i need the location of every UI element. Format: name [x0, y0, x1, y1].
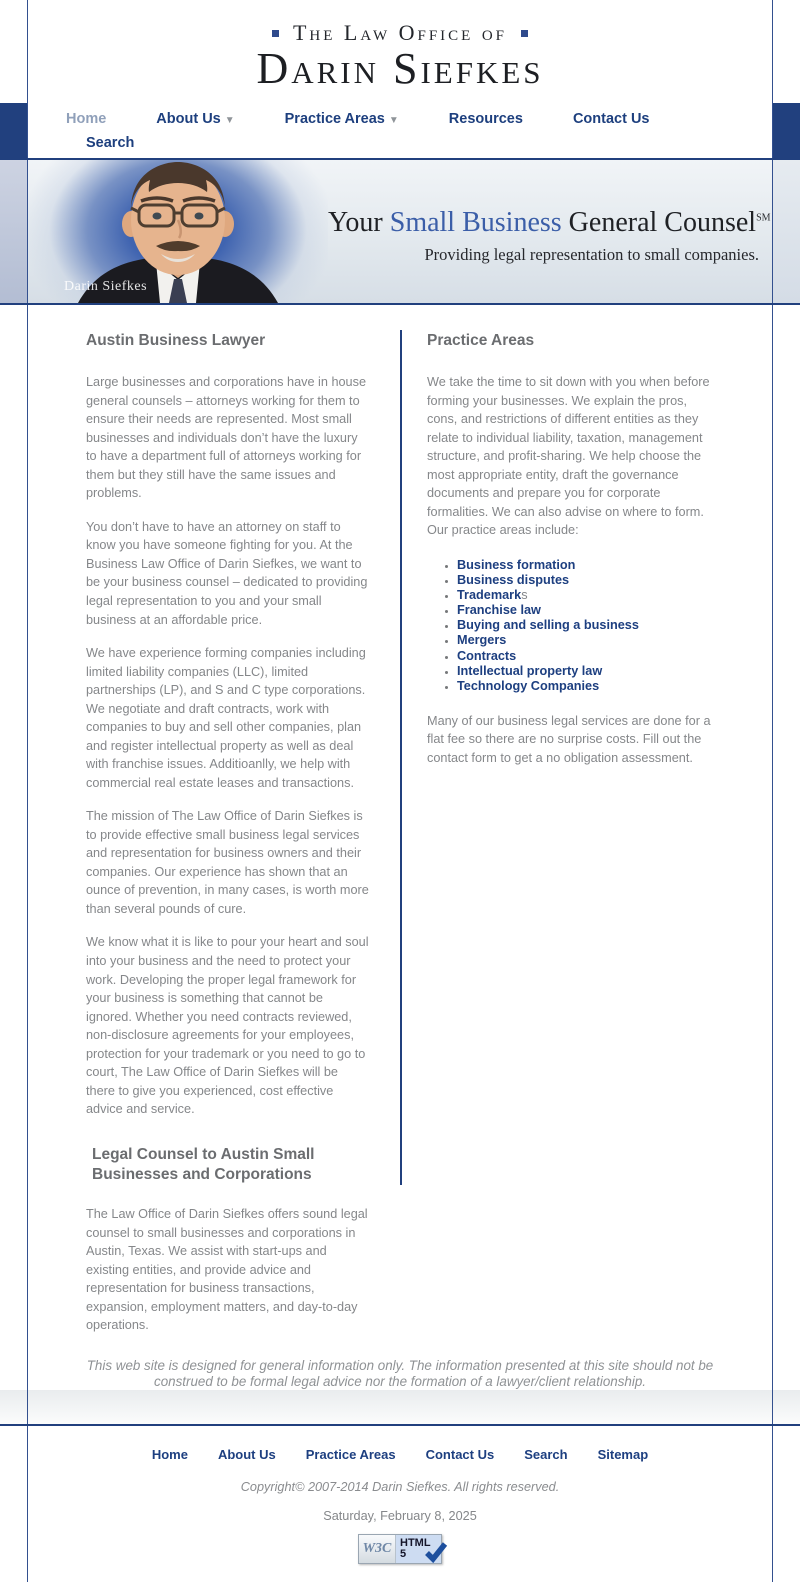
tagline-prefix: Your [328, 206, 390, 238]
disclaimer-section [0, 1350, 800, 1390]
logo-prefix-text: The Law Office of [292, 20, 508, 45]
practice-areas-heading: Practice Areas [427, 332, 535, 349]
footer-nav [28, 1446, 772, 1464]
nav-item-contact-us[interactable]: Contact Us [572, 111, 650, 127]
list-item [457, 649, 714, 664]
nav-item-practice-areas[interactable] [285, 111, 399, 127]
page-margin [0, 0, 27, 103]
list-item [457, 603, 714, 618]
site-header [0, 0, 800, 103]
page-margin [773, 1350, 800, 1390]
nav-edge [773, 103, 800, 158]
page-margin [0, 305, 27, 1350]
practice-area-link[interactable]: Franchise law [457, 603, 541, 618]
practice-areas-list [457, 558, 714, 694]
practice-area-link[interactable]: Trademark [457, 588, 522, 603]
copyright-text: Copyright© 2007-2014 Darin Siefkes. All rights reserved. [240, 1479, 560, 1494]
logo-square-icon [272, 30, 279, 37]
photo-caption: Darin Siefkes [64, 279, 148, 294]
tagline-highlight: Small Business [389, 206, 562, 238]
tagline [328, 207, 771, 239]
paragraph: Many of our business legal services are done for a flat fee so there are no surprise costs. Fill out the contact form to get a no obligation assessment. [427, 713, 711, 765]
main-nav [0, 103, 800, 160]
right-column [402, 305, 772, 1350]
list-item [457, 679, 714, 694]
page-margin [773, 0, 800, 103]
list-item [457, 618, 714, 633]
practice-area-link[interactable]: Technology Companies [457, 678, 600, 693]
nav-item-resources[interactable]: Resources [448, 111, 523, 127]
badge-five-text: 5 [400, 1547, 407, 1560]
list-item [457, 633, 714, 648]
nav-item-label: Practice Areas [284, 111, 385, 127]
list-item [457, 664, 714, 679]
nav-item-home[interactable]: Home [66, 111, 107, 127]
tagline-subtitle: Providing legal representation to small companies. [424, 244, 760, 264]
disclaimer-text: This web site is designed for general information only. The information presented at this site should not be construed to be formal legal advice nor the formation of a lawyer/client relationship. [86, 1357, 714, 1389]
paragraph: Large businesses and corporations have in house general counsels – attorneys working for them to ensure their needs are represented. Most small businesses and individuals don’t have the luxury to have a department full of attorneys working for them but they still have the same issues and problems. [86, 375, 367, 501]
footer-link-practice-areas[interactable]: Practice Areas [305, 1446, 396, 1462]
banner-edge [0, 160, 27, 303]
page-margin [773, 1426, 800, 1582]
logo-name: Darin Siefkes [256, 44, 544, 93]
paragraph: The Law Office of Darin Siefkes offers sound legal counsel to small businesses and corporations in Austin, Texas. We assist with start-ups and existing entities, and provide advice and representation for business transactions, expansion, employment matters, and day-to-day operations. [86, 1207, 368, 1333]
hero-banner [0, 160, 800, 305]
practice-area-link[interactable]: Business formation [457, 557, 576, 572]
date-text: Saturday, February 8, 2025 [323, 1508, 477, 1523]
page-margin [773, 1390, 800, 1424]
paragraph: We take the time to sit down with you when before forming your businesses. We explain the pros, cons, and restrictions of different entities as they relate to individual liability, taxation, management structure, and profit-sharing. We help choose the most appropriate entity, draft the governance documents and prepare you for corporate formalities. We can also advise on where to form. Our practice areas include: [427, 375, 710, 538]
paragraph: You don’t have to have an attorney on staff to know you have someone fighting for you. At the Business Law Office of Darin Siefkes, we want to be your business counsel – dedicated to providing legal representation to you and your small business at an affordable price. [86, 519, 368, 627]
page-margin [773, 305, 800, 1350]
list-item [457, 588, 714, 603]
paragraph: The mission of The Law Office of Darin Siefkes is to provide effective small business legal services and representation for business owners and their companies. Our experience has shown that an ounce of prevention, in many cases, is worth more than several pounds of cure. [86, 809, 369, 916]
practice-area-link[interactable]: Buying and selling a business [457, 618, 639, 633]
main-content [0, 305, 800, 1350]
site-footer [0, 1426, 800, 1582]
logo-square-icon [521, 30, 528, 37]
nav-item-search[interactable]: Search [86, 135, 135, 151]
service-mark: SM [756, 212, 771, 224]
footer-link-contact-us[interactable]: Contact Us [425, 1446, 495, 1462]
chevron-down-icon: ▼ [388, 114, 399, 126]
secondary-heading: Legal Counsel to Austin Small Businesses and Corporations [92, 1145, 315, 1183]
checkmark-icon [424, 1540, 448, 1564]
practice-area-link[interactable]: Business disputes [457, 573, 570, 588]
attorney-photo [28, 160, 328, 303]
logo-tagline [28, 20, 772, 46]
paragraph: We know what it is like to pour your heart and soul into your business and the need to protect your work. Developing the proper legal framework for your business is something that cannot be ignored. Whether you need contracts reviewed, non-disclosure agreements for your employees, protection for your trademark or you need to go to court, The Law Office of Darin Siefkes will be there to give you experienced, cost effective advice and service. [86, 935, 369, 1117]
paragraph: We have experience forming companies including limited liability companies (LLC), limited partnerships (LP), and S and C type corporations. We negotiate and draft contracts, work with companies to buy and sell other companies, plan and register intellectual property as well as deal with franchise issues. Additioanlly, we help with commercial real estate leases and transactions. [86, 646, 366, 790]
w3c-logo: W3C [359, 1535, 396, 1563]
tagline-suffix: General Counsel [561, 206, 757, 238]
list-item [457, 558, 714, 573]
left-column-heading: Austin Business Lawyer [86, 332, 266, 349]
nav-item-about-us[interactable] [156, 111, 234, 127]
page-margin [0, 1350, 27, 1390]
banner-edge [773, 160, 800, 303]
w3c-html5-badge[interactable] [358, 1534, 442, 1564]
link-suffix-text: s [521, 588, 528, 603]
practice-area-link[interactable]: Contracts [457, 648, 517, 663]
list-item [457, 573, 714, 588]
page-margin [0, 1426, 27, 1582]
chevron-down-icon: ▼ [224, 114, 235, 126]
nav-edge [0, 103, 27, 158]
footer-link-search[interactable]: Search [524, 1446, 568, 1462]
left-column [28, 305, 400, 1350]
page-margin [0, 1390, 27, 1424]
footer-divider-strip [0, 1390, 800, 1426]
badge-html-text: HTML [400, 1536, 431, 1549]
nav-item-label: About Us [156, 111, 221, 127]
footer-link-sitemap[interactable]: Sitemap [597, 1446, 649, 1462]
practice-area-link[interactable]: Mergers [457, 633, 507, 648]
footer-link-home[interactable]: Home [151, 1446, 188, 1462]
practice-area-link[interactable]: Intellectual property law [457, 663, 603, 678]
footer-link-about-us[interactable]: About Us [217, 1446, 276, 1462]
